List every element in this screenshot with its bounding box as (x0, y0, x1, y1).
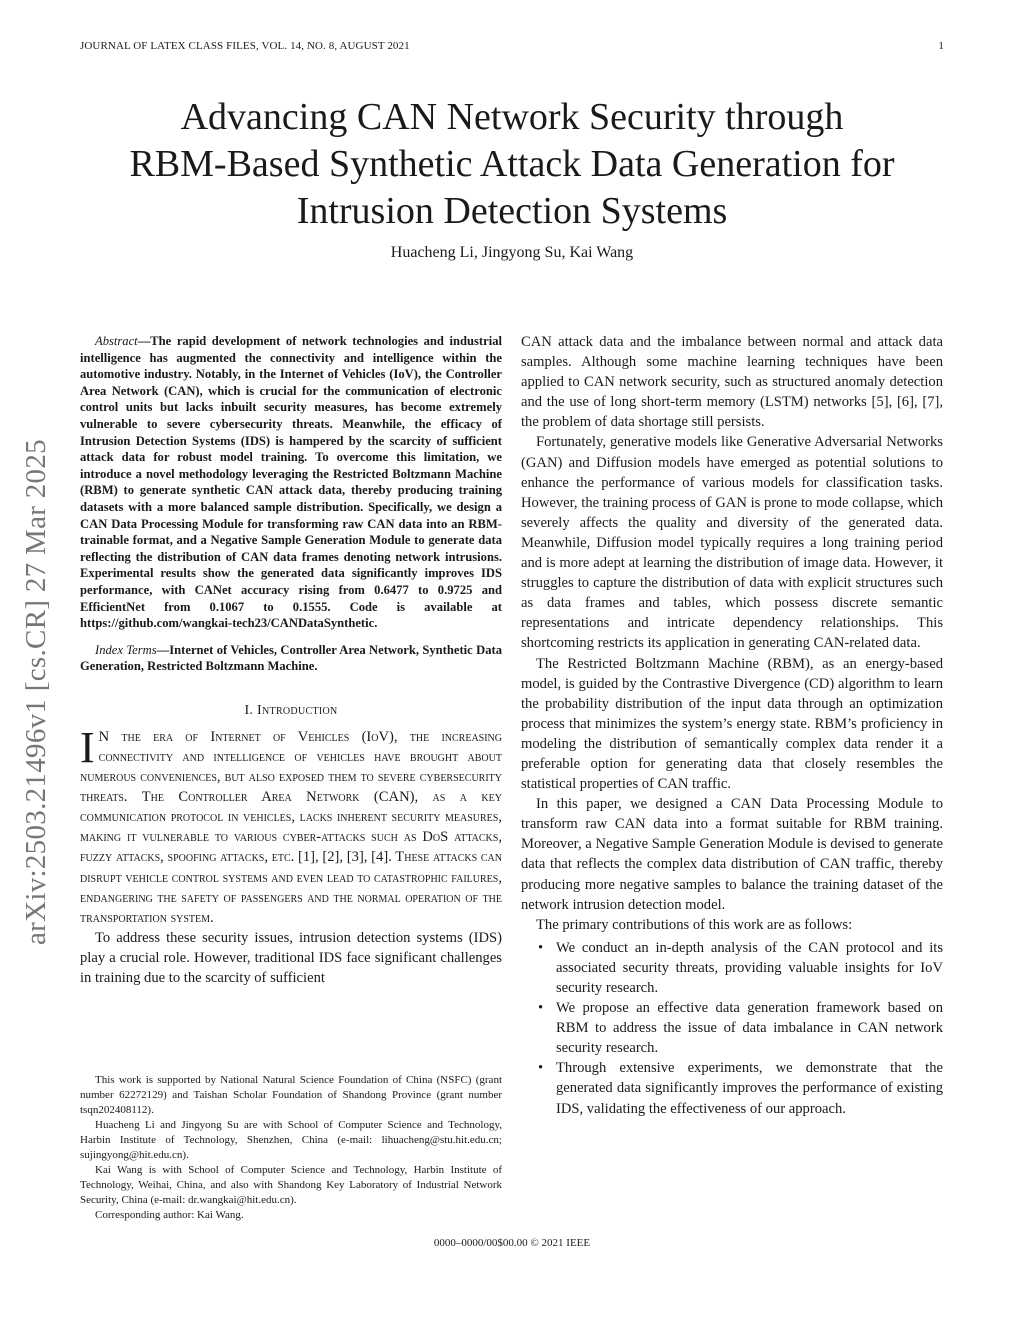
section-heading (80, 703, 502, 719)
intro-paragraph (80, 722, 502, 928)
title-line: Advancing CAN Network Security through (180, 96, 844, 138)
title-line: RBM-Based Synthetic Attack Data Generation for (129, 143, 895, 185)
footnote-funding: This work is supported by National Natural Science Foundation of China (NSFC) (grant number 62272129) and Taishan Scholar Foundation of Shandong Province (grant number tsqn202408112). (80, 1074, 502, 1116)
paragraph: The Restricted Boltzmann Machine (RBM), as an energy-based model, is guided by the Contrastive Divergence (CD) algorithm to learn the probability distribution of the input data through an optimization process that minimizes the system’s energy state. RBM’s proficiency in modeling the distribution of semantically complex data render it a preferable option for generating data that closely resembles the statistical properties of CAN traffic. (521, 655, 943, 793)
abstract-text: —The rapid development of network technologies and industrial intelligence has augmented the connectivity and intelligence within the automotive industry. Notably, in the Internet of Vehicles (IoV), the Controller Area Network (CAN), which is crucial for the communication of electronic control units but lacks inbuilt security measures, has become extremely vulnerable to severe cybersecurity threats. Meanwhile, the efficacy of Intrusion Detection Systems (IDS) is hampered by the scarcity of sufficient attack data for robust model training. To overcome this limitation, we introduce a novel methodology leveraging the Restricted Boltzmann Machine (RBM) to generate synthetic CAN attack data, thereby producing training datasets with a more balanced sample distribution. Specifically, we design a CAN Data Processing Module for transforming raw CAN data into an RBM-trainable format, and a Negative Sample Generation Module to generate data reflecting the distribution of CAN data frames denoting network intrusions. Experimental results show the generated data significantly improves IDS performance, with CANet accuracy rising from 0.6477 to 0.9725 and EfficientNet from 0.1067 to 0.1555. Code is available at https://github.com/wangkai-tech23/CANDataSynthetic. (80, 334, 502, 631)
drop-cap: I (80, 722, 95, 772)
title-line: Intrusion Detection Systems (296, 190, 728, 232)
index-terms-text: —Internet of Vehicles, Controller Area Network, Synthetic Data Generation, Restricted Boltzmann Machine. (80, 642, 502, 674)
journal-name: JOURNAL OF LATEX CLASS FILES, VOL. 14, NO. 8, AUGUST 2021 (80, 40, 410, 52)
running-header (80, 40, 944, 52)
paragraph: Fortunately, generative models like Generative Adversarial Networks (GAN) and Diffusion models have emerged as potential solutions to enhance the performance of various models for classification tasks. However, the training process of GAN is prone to mode collapse, which severely affects the quality and diversity of the generated data. Meanwhile, Diffusion model typically requires a long training period and is more adept at learning the distribution of image data. However, it struggles to capture the distribution of data with explicit structures such as data frames and tables, which possess discrete semantic representations and intricate dependency relationships. This shortcoming restricts its application in generating CAN-related data. (521, 434, 943, 652)
section-number: I. (244, 702, 254, 718)
paper-title (40, 94, 984, 235)
footnote-affiliation: Kai Wang is with School of Computer Science and Technology, Harbin Institute of Technology, Weihai, China, and also with Shandong Key Laboratory of Industrial Network Security, China (e-mail: dr.wangkai@hit.edu.cn). (80, 1164, 502, 1206)
contributions-list (521, 938, 943, 1119)
copyright-footer: 0000–0000/00$00.00 © 2021 IEEE (433, 1237, 591, 1249)
section-title: Introduction (257, 702, 338, 718)
paragraph-text: N the era of Internet of Vehicles (IoV), the increasing connectivity and intelligence of vehicles have brought about numerous conveniences, but also exposed them to severe cybersecurity threats. The Controller Area Network (CAN), as a key communication protocol in vehicles, lacks inherent security measures, making it vulnerable to various cyber-attacks such as DoS attacks, fuzzy attacks, spoofing attacks, etc. [1], [2], [3], [4]. These attacks can disrupt vehicle control systems and even lead to catastrophic failures, endangering the safety of passengers and the normal operation of the transportation system. (80, 728, 502, 926)
paragraph: The primary contributions of this work are as follows: (536, 916, 853, 933)
abstract-label: Abstract (95, 334, 138, 348)
list-item: • We propose an effective data generation framework based on RBM to address the issue of data imbalance in CAN network security research. (556, 998, 943, 1058)
index-terms-label: Index Terms (95, 642, 157, 657)
intro-paragraph: To address these security issues, intrusion detection systems (IDS) play a crucial role. However, traditional IDS face significant challenges in training due to the scarcity of sufficient (80, 929, 502, 986)
right-column (521, 332, 943, 1119)
arxiv-stamp: arXiv:2503.21496v1 [cs.CR] 27 Mar 2025 (20, 439, 52, 945)
list-item: • Through extensive experiments, we demonstrate that the generated data significantly improves the performance of existing IDS, validating the effectiveness of our approach. (556, 1058, 943, 1118)
list-item: • We conduct an in-depth analysis of the CAN protocol and its associated security threats, providing valuable insights for IoV security research. (556, 938, 943, 998)
footnotes (80, 1073, 502, 1223)
footnote-corresponding: Corresponding author: Kai Wang. (95, 1209, 244, 1221)
paragraph: CAN attack data and the imbalance between normal and attack data samples. Although some machine learning techniques have been applied to CAN network security, such as structured anomaly detection and the use of long short-term memory (LSTM) networks [5], [6], [7], the problem of data shortage still persists. (521, 334, 943, 431)
left-column (80, 333, 502, 988)
authors: Huacheng Li, Jingyong Su, Kai Wang (390, 244, 634, 261)
abstract (80, 333, 502, 632)
page-number: 1 (938, 40, 944, 52)
paragraph: In this paper, we designed a CAN Data Processing Module to transform raw CAN data into a format suitable for RBM training. Moreover, a Negative Sample Generation Module is devised to generate data that reflects the complex data distribution of CAN traffic, thereby producing more negative samples to balance the training dataset of the network intrusion detection model. (521, 796, 943, 913)
index-terms (80, 642, 502, 675)
footnote-affiliation: Huacheng Li and Jingyong Su are with School of Computer Science and Technology, Harbin Institute of Technology, Shenzhen, China (e-mail: lihuacheng@stu.hit.edu.cn; sujingyong@hit.edu.cn). (80, 1119, 502, 1161)
